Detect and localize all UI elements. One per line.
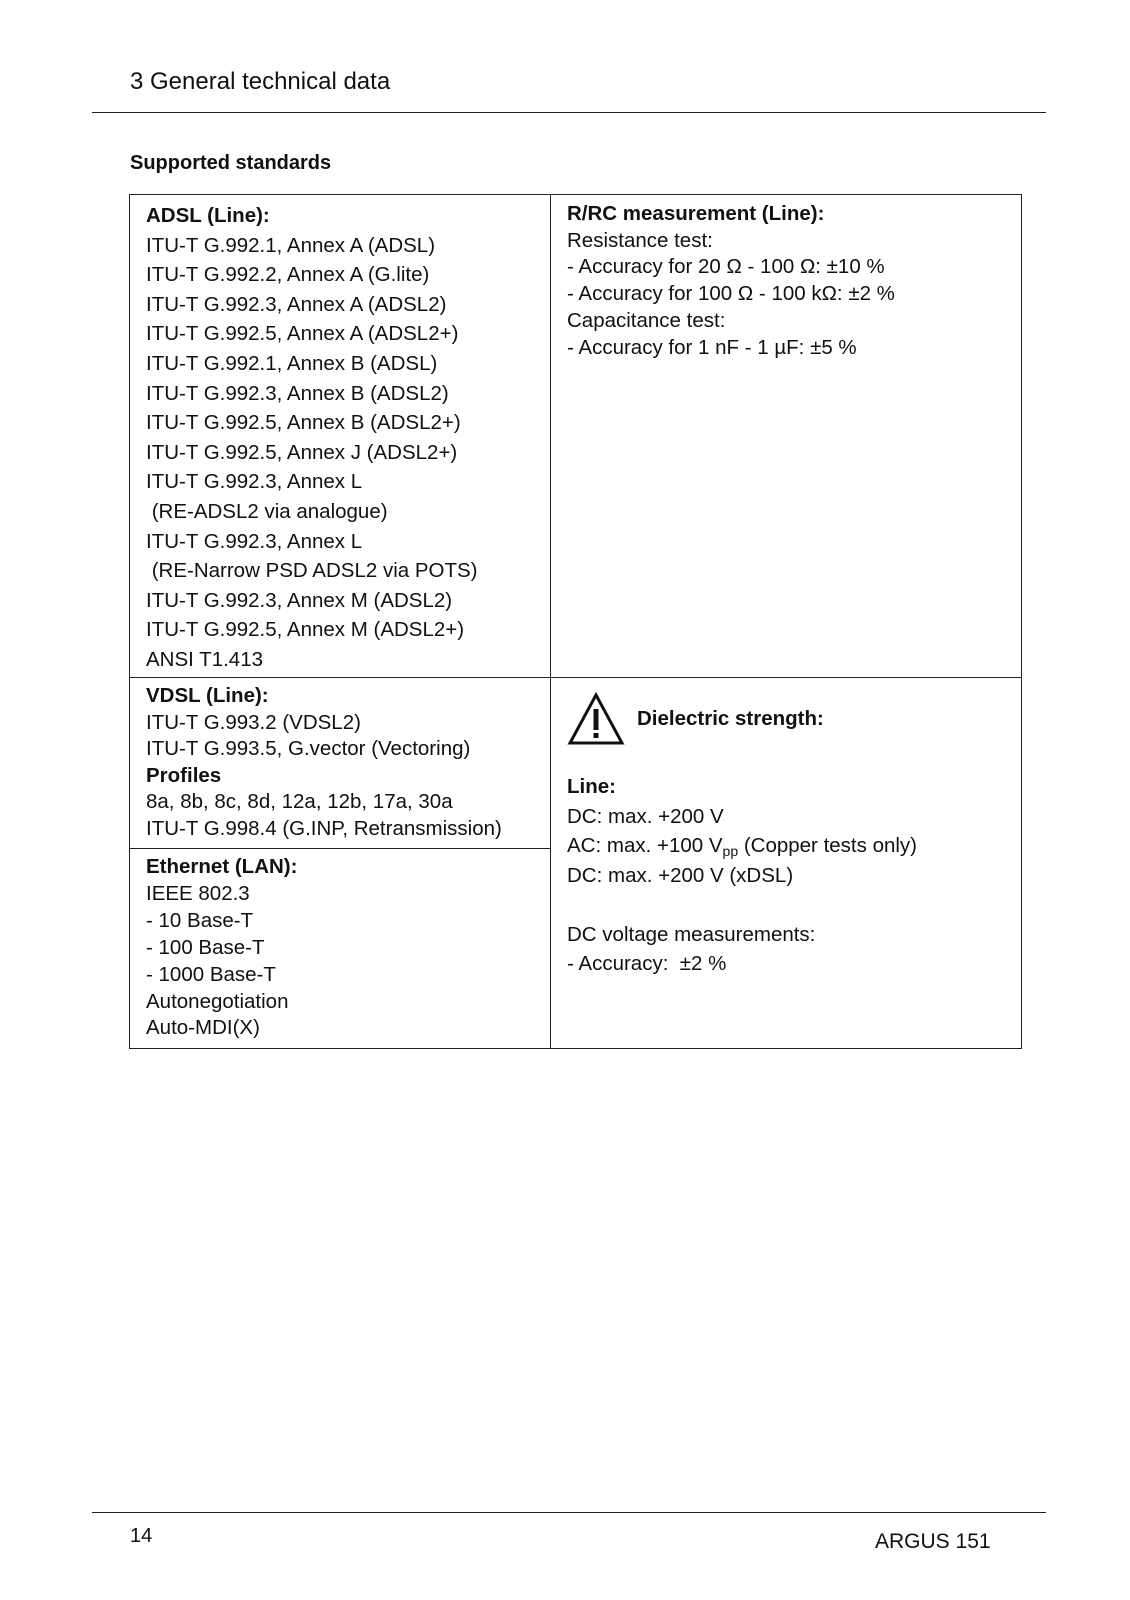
- document-name: ARGUS 151: [875, 1530, 991, 1553]
- rrc-item: - Accuracy for 20 Ω - 100 Ω: ±10 %: [567, 255, 885, 279]
- ethernet-item: - 1000 Base-T: [146, 962, 276, 986]
- ethernet-item: - 10 Base-T: [146, 908, 254, 932]
- rrc-item: Capacitance test:: [567, 308, 726, 332]
- adsl-item: (RE-ADSL2 via analogue): [146, 499, 388, 523]
- rrc-item: - Accuracy for 100 Ω - 100 kΩ: ±2 %: [567, 282, 895, 306]
- vdsl-item: ITU-T G.993.5, G.vector (Vectoring): [146, 737, 471, 761]
- adsl-item: ITU-T G.992.1, Annex A (ADSL): [146, 233, 436, 257]
- adsl-item: ITU-T G.992.3, Annex L: [146, 529, 363, 553]
- ac-prefix: AC: max. +100 V: [567, 834, 723, 857]
- dielectric-heading: [567, 688, 1021, 750]
- rrc-item: - Accuracy for 1 nF - 1 µF: ±5 %: [567, 335, 857, 359]
- adsl-item: (RE-Narrow PSD ADSL2 via POTS): [146, 559, 478, 583]
- dc-max-xdsl: DC: max. +200 V (xDSL): [567, 863, 794, 887]
- ac-max-line: [567, 831, 1021, 861]
- vdsl-profiles: 8a, 8b, 8c, 8d, 12a, 12b, 17a, 30a: [146, 790, 453, 814]
- warning-icon: [567, 692, 625, 746]
- ethernet-cell: [129, 848, 551, 1049]
- adsl-item: ITU-T G.992.2, Annex A (G.lite): [146, 263, 430, 287]
- section-title: Supported standards: [130, 152, 332, 174]
- adsl-item: ITU-T G.992.5, Annex B (ADSL2+): [146, 411, 461, 435]
- header-divider: [92, 112, 1046, 113]
- rrc-measurement-cell: [550, 194, 1022, 678]
- adsl-item: ITU-T G.992.5, Annex M (ADSL2+): [146, 618, 465, 642]
- adsl-item: ITU-T G.992.5, Annex A (ADSL2+): [146, 322, 459, 346]
- footer-divider: [92, 1512, 1046, 1513]
- ac-suffix: (Copper tests only): [738, 834, 917, 857]
- ac-subscript: pp: [722, 843, 739, 859]
- ethernet-item: IEEE 802.3: [146, 881, 250, 905]
- ethernet-item: Auto-MDI(X): [146, 1016, 260, 1040]
- line-title: Line:: [567, 775, 616, 798]
- vdsl-profiles-title: Profiles: [146, 763, 222, 787]
- adsl-item: ITU-T G.992.3, Annex A (ADSL2): [146, 292, 447, 316]
- adsl-cell: [129, 194, 551, 678]
- adsl-item: ITU-T G.992.3, Annex L: [146, 470, 363, 494]
- adsl-item: ITU-T G.992.3, Annex M (ADSL2): [146, 588, 453, 612]
- adsl-title: ADSL (Line):: [146, 204, 270, 227]
- page-header-title: 3 General technical data: [130, 68, 391, 95]
- adsl-item: ITU-T G.992.3, Annex B (ADSL2): [146, 381, 449, 405]
- adsl-item: ITU-T G.992.5, Annex J (ADSL2+): [146, 440, 458, 464]
- dielectric-title: Dielectric strength:: [637, 707, 824, 730]
- dc-max-line: DC: max. +200 V: [567, 804, 724, 828]
- vdsl-title: VDSL (Line):: [146, 684, 269, 707]
- adsl-item: ITU-T G.992.1, Annex B (ADSL): [146, 351, 438, 375]
- ethernet-item: - 100 Base-T: [146, 935, 265, 959]
- ethernet-item: Autonegotiation: [146, 989, 289, 1013]
- dielectric-strength-cell: [550, 677, 1022, 1049]
- page-number: 14: [130, 1525, 153, 1547]
- rrc-item: Resistance test:: [567, 228, 713, 252]
- ethernet-title: Ethernet (LAN):: [146, 855, 298, 878]
- vdsl-retransmission: ITU-T G.998.4 (G.INP, Retransmission): [146, 816, 502, 840]
- adsl-item: ANSI T1.413: [146, 647, 263, 671]
- vdsl-cell: [129, 677, 551, 849]
- vdsl-item: ITU-T G.993.2 (VDSL2): [146, 710, 361, 734]
- dc-voltage-accuracy: - Accuracy: ±2 %: [567, 952, 727, 975]
- dc-voltage-title: DC voltage measurements:: [567, 922, 816, 946]
- rrc-title: R/RC measurement (Line):: [567, 202, 825, 225]
